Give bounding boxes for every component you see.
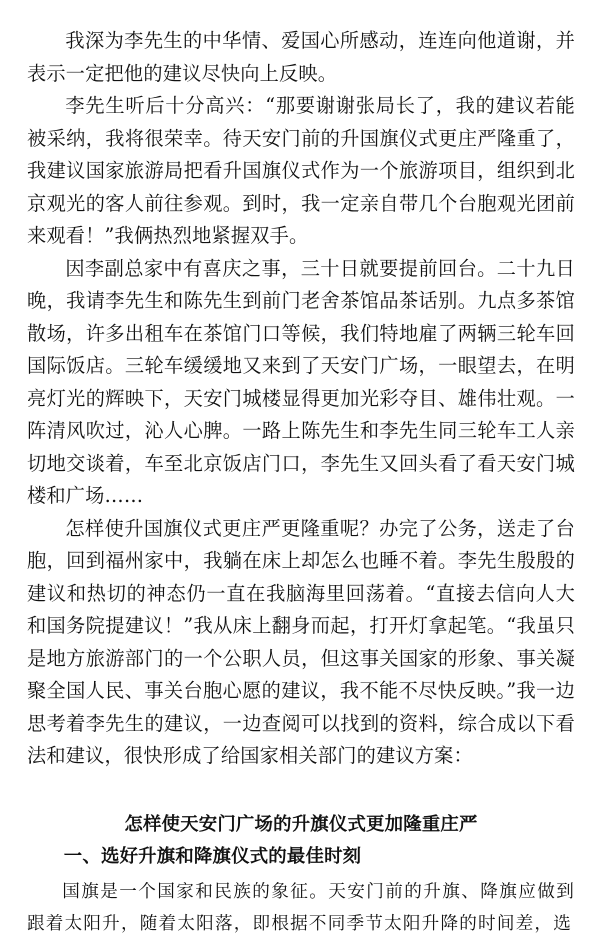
paragraph-1: 我深为李先生的中华情、爱国心所感动，连连向他道谢，并表示一定把他的建议尽快向上反映。 [27, 29, 575, 85]
document-page [27, 25, 575, 940]
section-heading: 一、选好升旗和降旗仪式的最佳时刻 [63, 845, 362, 867]
paragraph-3: 因李副总家中有喜庆之事，三十日就要提前回台。二十九日晚，我请李先生和陈先生到前门老舍茶馆品茶话别。九点多茶馆散场，许多出租车在茶馆门口等候，我们特地雇了两辆三轮车回国际饭店。三轮车缓缓地又来到了天安门广场，一眼望去，在明亮灯光的辉映下，天安门城楼显得更加光彩夺目、雄伟壮观。一阵清风吹过，沁人心脾。一路上陈先生和李先生同三轮车工人亲切地交谈着，车至北京饭店门口，李先生又回头看了看天安门城楼和广场…… [27, 256, 575, 507]
paragraph-2: 李先生听后十分高兴：“那要谢谢张局长了，我的建议若能被采纳，我将很荣幸。待天安门前的升国旗仪式更庄严隆重了，我建议国家旅游局把看升国旗仪式作为一个旅游项目，组织到北京观光的客人前往参观。到时，我一定亲自带几个台胞观光团前来观看！”我俩热烈地紧握双手。 [27, 94, 575, 247]
section-title: 怎样使天安门广场的升旗仪式更加隆重庄严 [124, 813, 478, 835]
section-body-paragraph: 国旗是一个国家和民族的象征。天安门前的升旗、降旗应做到跟着太阳升，随着太阳落，即根据不同季节太阳升降的时间差，选 [27, 881, 575, 934]
paragraph-4: 怎样使升国旗仪式更庄严更隆重呢？办完了公务，送走了台胞，回到福州家中，我躺在床上却怎么也睡不着。李先生殷殷的建议和热切的神态仍一直在我脑海里回荡着。“直接去信向人大和国务院提建议！”我从床上翻身而起，打开灯拿起笔。“我虽只是地方旅游部门的一个公职人员，但这事关国家的形象、事关凝聚全国人民、事关台胞心愿的建议，我不能不尽快反映。”我一边思考着李先生的建议，一边查阅可以找到的资料，综合成以下看法和建议，很快形成了给国家相关部门的建议方案： [27, 516, 575, 767]
